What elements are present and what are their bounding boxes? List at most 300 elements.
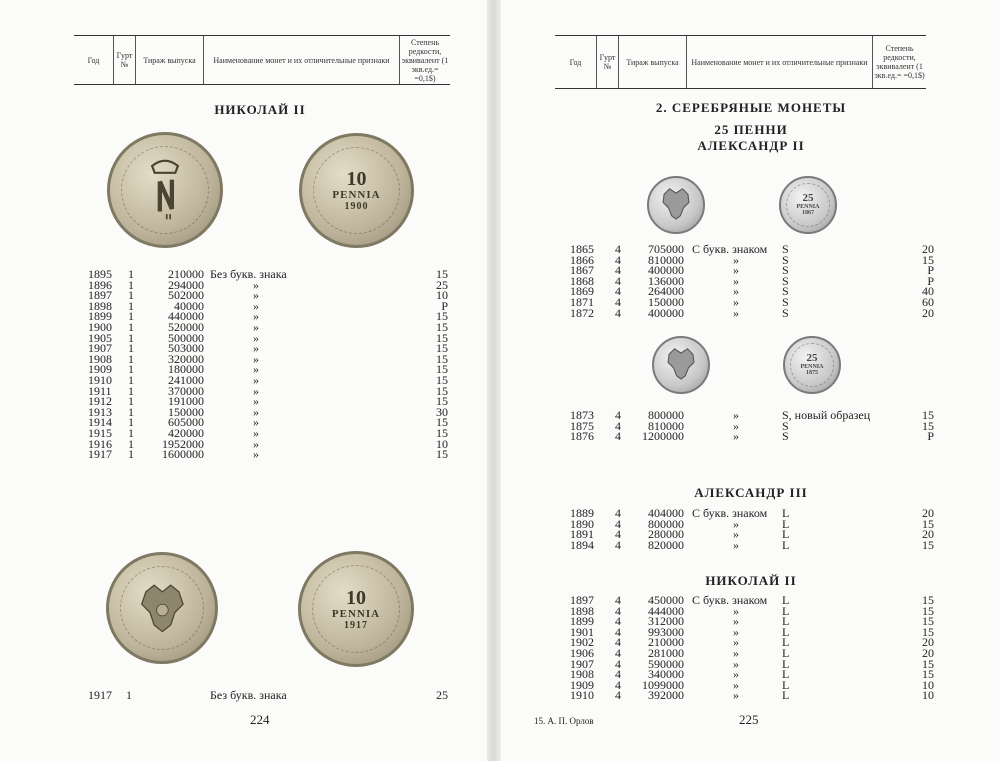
- table-row: [88, 425, 460, 440]
- cell-year: 1906: [570, 645, 594, 660]
- alexander3-title: АЛЕКСАНДР III: [694, 485, 808, 500]
- book-gutter: [487, 0, 501, 761]
- cell-year: 1908: [570, 667, 594, 682]
- cell-desc: »: [253, 351, 259, 366]
- cell-desc: С букв. знаком: [692, 506, 768, 520]
- cell-year: 1915: [88, 425, 112, 440]
- coin-image-obverse-eagle: [106, 552, 218, 664]
- page-number: 225: [739, 712, 759, 727]
- coin-word: PENNIA: [796, 204, 820, 211]
- coin-image-obverse-monogram: [107, 132, 223, 248]
- cell-rarity: 15: [922, 537, 934, 552]
- table-row: [570, 677, 934, 692]
- table-row: [88, 364, 460, 375]
- cell-edge: 1: [128, 394, 134, 409]
- table-row: [88, 436, 460, 451]
- cell-edge: 4: [615, 593, 621, 607]
- cell-rarity: 20: [922, 506, 934, 520]
- table-row: [570, 273, 934, 288]
- cell-rarity: 15: [436, 341, 448, 356]
- cell-mintage: 800000: [648, 408, 684, 422]
- cell-year: 1914: [88, 415, 112, 430]
- cell-edge: 4: [615, 429, 621, 444]
- cell-mintage: 993000: [648, 624, 684, 639]
- cell-desc: »: [733, 263, 739, 278]
- table-row: [88, 396, 460, 407]
- cell-year: 1890: [570, 516, 594, 531]
- cell-mint: L: [782, 677, 790, 692]
- cell-mintage: 136000: [648, 273, 684, 288]
- cell-edge: 4: [615, 294, 621, 309]
- cell-mintage: 370000: [168, 383, 204, 398]
- table-header: [555, 35, 926, 89]
- coin-word: PENNIA: [331, 607, 381, 620]
- cell-edge: 4: [615, 305, 621, 320]
- table-row: [570, 669, 934, 680]
- table-row: [88, 311, 460, 322]
- cell-mintage: 605000: [168, 415, 204, 430]
- cell-desc: »: [733, 677, 739, 692]
- cell-rarity: 15: [436, 362, 448, 377]
- cell-rarity: P: [927, 263, 934, 278]
- cell-year: 1876: [570, 429, 594, 444]
- cell-mint: S: [782, 252, 789, 267]
- table-row: [88, 298, 460, 313]
- table-row: [570, 537, 934, 552]
- header-year: Год: [74, 36, 114, 84]
- cell-mint: S: [782, 273, 789, 288]
- cell-mintage: 150000: [648, 294, 684, 309]
- table-row: [88, 290, 460, 301]
- cell-year: 1910: [570, 688, 594, 703]
- cell-edge: 4: [615, 656, 621, 671]
- cell-rarity: 30: [436, 404, 448, 419]
- cell-desc: С букв. знаком: [692, 242, 768, 256]
- cell-edge: 1: [128, 351, 134, 366]
- cell-desc: »: [253, 362, 259, 377]
- cell-mintage: 281000: [648, 645, 684, 660]
- cell-desc: »: [733, 408, 739, 422]
- header-mintage: Тираж выпуска: [136, 36, 204, 84]
- table-row: [570, 294, 934, 309]
- coin-year: 1917: [344, 619, 368, 631]
- cell-year: 1894: [570, 537, 594, 552]
- cell-desc: »: [253, 447, 259, 462]
- table-row: [88, 449, 460, 460]
- cell-edge: 4: [615, 516, 621, 531]
- table-row: [88, 269, 460, 280]
- cell-rarity: P: [927, 273, 934, 288]
- cell-rarity: 40: [922, 284, 934, 299]
- cell-desc: »: [253, 383, 259, 398]
- cell-desc: »: [253, 277, 259, 292]
- table-row: [88, 404, 460, 419]
- cell-year: 1905: [88, 330, 112, 345]
- table-row: [88, 383, 460, 398]
- table-row: [88, 330, 460, 345]
- cell-edge: 1: [128, 425, 134, 440]
- cell-rarity: 15: [922, 252, 934, 267]
- cell-mint: L: [782, 635, 790, 650]
- cell-edge: 4: [615, 408, 621, 422]
- header-rarity: Степень редкости, эквивалент (1 экв.ед.= =0,1$): [401, 37, 449, 83]
- cell-edge: 4: [615, 273, 621, 288]
- cell-rarity: 15: [436, 319, 448, 334]
- double-eagle-icon: [121, 567, 204, 650]
- header-rarity: Степень редкости, эквивалент (1 экв.ед.= =0,1$): [874, 44, 925, 80]
- cell-year: 1909: [88, 362, 112, 377]
- cell-desc: »: [733, 305, 739, 320]
- cell-mintage: 294000: [168, 277, 204, 292]
- cell-rarity: 15: [436, 383, 448, 398]
- cell-year: 1873: [570, 408, 594, 422]
- cell-desc: »: [733, 645, 739, 660]
- cell-year: 1896: [88, 277, 112, 292]
- crown-monogram-icon: [122, 147, 208, 233]
- cell-desc: »: [733, 516, 739, 531]
- cell-mint: L: [782, 537, 790, 552]
- subtitle-ruler: АЛЕКСАНДР II: [697, 138, 805, 153]
- cell-year: 1910: [88, 372, 112, 387]
- cell-edge: 1: [128, 404, 134, 419]
- cell-edge: 4: [615, 527, 621, 542]
- cell-desc: »: [733, 537, 739, 552]
- cell-mint: S: [782, 284, 789, 299]
- coin-value: 10: [346, 586, 366, 609]
- nikolai2-rows: [88, 269, 460, 460]
- cell-year: 1875: [570, 418, 594, 433]
- footer-signature: 15. А. П. Орлов: [534, 716, 594, 726]
- table-row: [570, 616, 934, 627]
- cell-year: 1868: [570, 273, 594, 288]
- double-eagle-icon: [654, 338, 708, 392]
- cell-edge: 1: [128, 447, 134, 462]
- cell-rarity: 10: [922, 688, 934, 703]
- coin-reverse-face: [312, 565, 400, 653]
- table-row: [570, 252, 934, 267]
- coin-year: 1867: [801, 210, 814, 217]
- coin-year: 1900: [344, 200, 369, 212]
- cell-year: 1911: [88, 383, 112, 398]
- cell-desc: »: [253, 341, 259, 356]
- cell-year: 1889: [570, 506, 594, 520]
- cell-year: 1899: [88, 309, 112, 324]
- coin-value: 25: [802, 192, 814, 205]
- cell-desc: С букв. знаком: [692, 593, 768, 607]
- cell-rarity: 20: [922, 527, 934, 542]
- table-row: [570, 410, 934, 421]
- subtitle-denomination: 25 ПЕННИ: [714, 122, 788, 137]
- header-year: Год: [555, 36, 597, 88]
- cell-mint: L: [782, 614, 790, 629]
- cell-edge: 1: [128, 415, 134, 430]
- cell-rarity: 20: [922, 242, 934, 256]
- table-header: [74, 35, 450, 85]
- cell-year: 1901: [570, 624, 594, 639]
- cell-edge: 4: [615, 645, 621, 660]
- cell-mint: L: [782, 516, 790, 531]
- right-page: [501, 0, 1000, 761]
- cell-rarity: 15: [436, 330, 448, 345]
- cell-desc: »: [733, 527, 739, 542]
- cell-desc: »: [733, 252, 739, 267]
- alexander3-rows: [570, 508, 934, 550]
- cell-rarity: 15: [922, 408, 934, 422]
- cell-desc: »: [253, 372, 259, 387]
- cell-rarity: 60: [922, 294, 934, 309]
- cell-edge: 1: [128, 267, 134, 281]
- cell-year: 1891: [570, 527, 594, 542]
- table-row: [570, 624, 934, 639]
- cell-mintage: 440000: [168, 309, 204, 324]
- cell-mintage: 264000: [648, 284, 684, 299]
- table-row: [570, 656, 934, 671]
- cell-mintage: 1600000: [162, 447, 204, 462]
- table-row: [570, 244, 934, 255]
- cell-desc: »: [733, 635, 739, 650]
- cell-mintage: 150000: [168, 404, 204, 419]
- cell-desc: »: [253, 288, 259, 303]
- cell-year: 1898: [88, 298, 112, 313]
- nikolai2-rows: [570, 595, 934, 701]
- cell-edge: 4: [615, 284, 621, 299]
- cell-desc: »: [733, 429, 739, 444]
- table-row: [570, 516, 934, 531]
- cell-year: 1913: [88, 404, 112, 419]
- cell-desc: »: [733, 688, 739, 703]
- section-title: НИКОЛАЙ II: [214, 102, 306, 117]
- table-row: [88, 417, 460, 428]
- table-row: [570, 286, 934, 297]
- cell-mintage: 210000: [168, 267, 204, 281]
- cell-edge: 1: [128, 319, 134, 334]
- cell-desc: Без букв. знака: [210, 267, 287, 281]
- cell-edge: 1: [128, 288, 134, 303]
- coin-image-silver-obverse-2: [652, 336, 710, 394]
- coin-word: PENNIA: [800, 364, 824, 371]
- coin-word: PENNIA: [332, 188, 381, 201]
- table-row: [570, 645, 934, 660]
- cell-mint: L: [782, 506, 790, 520]
- cell-rarity: 15: [436, 447, 448, 462]
- cell-mint: S: [782, 418, 789, 433]
- cell-mintage: 800000: [648, 516, 684, 531]
- coin-year: 1875: [805, 370, 818, 377]
- cell-mintage: 280000: [648, 527, 684, 542]
- cell-rarity: 15: [922, 593, 934, 607]
- table-row: [88, 351, 460, 366]
- cell-mintage: 392000: [648, 688, 684, 703]
- cell-rarity: 20: [922, 635, 934, 650]
- cell-rarity: 15: [922, 667, 934, 682]
- cell-rarity: 15: [436, 425, 448, 440]
- cell-mintage: 420000: [168, 425, 204, 440]
- cell-mintage: 312000: [648, 614, 684, 629]
- cell-rarity: 15: [436, 394, 448, 409]
- cell-year: 1907: [570, 656, 594, 671]
- coin-reverse-face: [786, 183, 829, 226]
- cell-rarity: 15: [436, 372, 448, 387]
- cell-mintage: 503000: [168, 341, 204, 356]
- table-row: [88, 319, 460, 334]
- header-edge: Гурт №: [597, 36, 619, 88]
- cell-desc: »: [253, 298, 259, 313]
- cell-year: 1917: [88, 447, 112, 462]
- header-mintage: Тираж выпуска: [619, 36, 687, 88]
- cell-rarity: 25: [436, 277, 448, 292]
- table-row: [570, 305, 934, 320]
- cell-rarity: 15: [922, 418, 934, 433]
- cell-edge: 4: [615, 603, 621, 618]
- cell-edge: 1: [128, 362, 134, 377]
- cell-mint: S: [782, 263, 789, 278]
- table-row: [570, 508, 934, 519]
- double-eagle-icon: [649, 178, 703, 232]
- cell-edge: 4: [615, 242, 621, 256]
- cell-edge: 4: [615, 263, 621, 278]
- cell-rarity: 15: [922, 614, 934, 629]
- cell-edge: 4: [615, 506, 621, 520]
- cell-desc: »: [733, 624, 739, 639]
- cell-rarity: 20: [922, 305, 934, 320]
- cell-mintage: 520000: [168, 319, 204, 334]
- header-description: Наименование монет и их отличительные признаки: [687, 36, 873, 88]
- table-row: [570, 637, 934, 648]
- cell-desc: »: [733, 614, 739, 629]
- cell-edge: 1: [128, 372, 134, 387]
- cell-rarity: 20: [922, 645, 934, 660]
- cell-mint: S: [782, 242, 789, 256]
- header-description: Наименование монет и их отличительные признаки: [204, 36, 400, 84]
- cell-year: 1899: [570, 614, 594, 629]
- cell-edge: 4: [615, 537, 621, 552]
- cell-year: 1900: [88, 319, 112, 334]
- cell-year: 1895: [88, 267, 112, 281]
- cell-edge: 1: [128, 330, 134, 345]
- cell-mintage: 450000: [648, 593, 684, 607]
- cell-rarity: 15: [922, 603, 934, 618]
- cell-mintage: 444000: [648, 603, 684, 618]
- cell-year: 1869: [570, 284, 594, 299]
- cell-mintage: 810000: [648, 418, 684, 433]
- cell-year: 1867: [570, 263, 594, 278]
- cell-mintage: 820000: [648, 537, 684, 552]
- cell-mint: L: [782, 645, 790, 660]
- table-row: [570, 265, 934, 276]
- bottom-row: [88, 690, 460, 704]
- cell-mint: L: [782, 603, 790, 618]
- section-title: 2. СЕРЕБРЯНЫЕ МОНЕТЫ: [655, 100, 847, 115]
- table-row: [570, 603, 934, 618]
- cell-rarity: 10: [436, 436, 448, 451]
- cell-year: 1917: [88, 688, 112, 702]
- nikolai2-title: НИКОЛАЙ II: [705, 573, 797, 588]
- cell-desc: Без букв. знака: [210, 688, 287, 702]
- cell-year: 1912: [88, 394, 112, 409]
- coin-image-silver-obverse: [647, 176, 705, 234]
- cell-mintage: 320000: [168, 351, 204, 366]
- coin-eagle-face: [120, 566, 205, 651]
- cell-rarity: P: [927, 429, 934, 444]
- cell-mintage: 241000: [168, 372, 204, 387]
- cell-year: 1909: [570, 677, 594, 692]
- cell-edge: 4: [615, 624, 621, 639]
- cell-edge: 4: [615, 667, 621, 682]
- cell-edge: 1: [128, 309, 134, 324]
- cell-mint: S, новый образец: [782, 408, 871, 422]
- cell-desc: »: [253, 309, 259, 324]
- alexander2-rows-new: [570, 410, 934, 442]
- coin-reverse-face: [313, 147, 400, 234]
- cell-rarity: 25: [436, 688, 448, 702]
- cell-rarity: 15: [436, 309, 448, 324]
- cell-year: 1897: [570, 593, 594, 607]
- cell-edge: 4: [615, 635, 621, 650]
- cell-year: 1902: [570, 635, 594, 650]
- cell-mintage: 1200000: [642, 429, 684, 444]
- cell-year: 1907: [88, 341, 112, 356]
- cell-desc: »: [733, 294, 739, 309]
- table-row: [88, 343, 460, 354]
- cell-mintage: 500000: [168, 330, 204, 345]
- cell-mintage: 502000: [168, 288, 204, 303]
- cell-rarity: 15: [436, 267, 448, 281]
- cell-year: 1871: [570, 294, 594, 309]
- cell-rarity: 15: [436, 415, 448, 430]
- cell-mint: S: [782, 305, 789, 320]
- cell-mintage: 180000: [168, 362, 204, 377]
- cell-edge: 4: [615, 677, 621, 692]
- cell-mintage: 400000: [648, 305, 684, 320]
- coin-value: 10: [346, 167, 367, 190]
- table-row: [570, 431, 934, 442]
- table-row: [570, 595, 934, 606]
- cell-desc: »: [253, 394, 259, 409]
- cell-desc: »: [733, 667, 739, 682]
- cell-mint: S: [782, 294, 789, 309]
- cell-desc: »: [253, 319, 259, 334]
- cell-rarity: 15: [922, 656, 934, 671]
- cell-edge: 4: [615, 418, 621, 433]
- cell-edge: 4: [615, 614, 621, 629]
- table-row: [570, 529, 934, 540]
- cell-mintage: 210000: [648, 635, 684, 650]
- cell-rarity: 15: [922, 624, 934, 639]
- cell-desc: »: [733, 284, 739, 299]
- cell-year: 1908: [88, 351, 112, 366]
- page-number: 224: [250, 712, 270, 727]
- coin-image-silver-reverse-2: [783, 336, 841, 394]
- cell-mintage: 1099000: [642, 677, 684, 692]
- cell-year: 1866: [570, 252, 594, 267]
- cell-mint: L: [782, 688, 790, 703]
- coin-value: 25: [806, 352, 818, 365]
- alexander2-rows: [570, 244, 934, 318]
- cell-desc: »: [733, 656, 739, 671]
- cell-mintage: 40000: [174, 298, 204, 313]
- cell-year: 1897: [88, 288, 112, 303]
- cell-desc: »: [253, 404, 259, 419]
- coin-image-reverse: [299, 133, 414, 248]
- coin-reverse-face: [790, 343, 833, 386]
- cell-mint: L: [782, 624, 790, 639]
- cell-edge: 1: [128, 277, 134, 292]
- table-row: [88, 372, 460, 387]
- cell-mint: L: [782, 593, 790, 607]
- cell-mint: L: [782, 667, 790, 682]
- cell-desc: »: [253, 425, 259, 440]
- cell-mintage: 705000: [648, 242, 684, 256]
